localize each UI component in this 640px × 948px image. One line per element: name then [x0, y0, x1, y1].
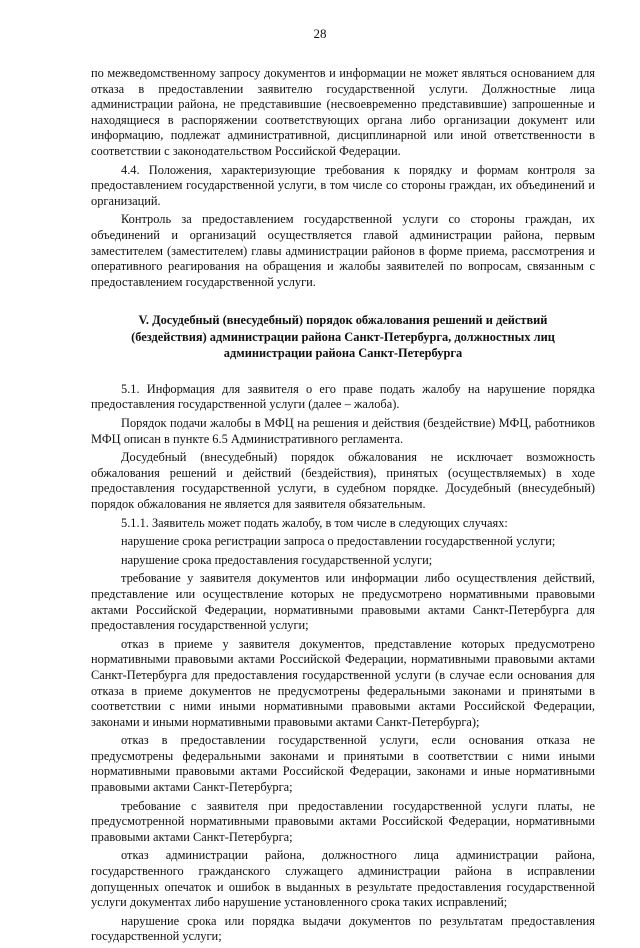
- paragraph: нарушение срока предоставления государственной услуги;: [121, 552, 433, 567]
- page-number: 28: [313, 26, 327, 41]
- paragraphs-before-heading: [91, 66, 595, 290]
- paragraph: 5.1. Информация для заявителя о его праве подать жалобу на нарушение порядка предоставления государственной услуги (далее – жалоба).: [91, 381, 595, 412]
- paragraphs-after-heading: [91, 382, 595, 945]
- page-content: [91, 66, 595, 948]
- paragraph: отказ в предоставлении государственной услуги, если основания отказа не предусмотрены федеральными законами и принятыми в соответствии с ними иными нормативными правовыми актами Российской Федерации, законами и иные нормативными правовыми актами Санкт-Петербурга;: [91, 733, 595, 795]
- paragraph: нарушение срока регистрации запроса о предоставлении государственной услуги;: [121, 534, 556, 549]
- paragraph: отказ в приеме у заявителя документов, представление которых предусмотрено нормативными правовыми актами Российской Федерации, нормативными правовыми актами Санкт-Петербурга для предоставления государственной услуги (в случае если основания для отказа в приеме документов не предусмотрены федеральными законами и принятыми в соответствии с ними иными нормативными правовыми актами Российской Федерации, законами и иными нормативными правовыми актами Санкт-Петербурга);: [91, 636, 595, 729]
- paragraph: по межведомственному запросу документов и информации не может являться основанием для отказа в предоставлении заявителю государственной услуги. Должностные лица администрации района, не представившие (несвоевременно представившие) запрошенные и находящиеся в распоряжении соответствующих органа либо организации документ или информацию, подлежат административной, дисциплинарной или иной ответственности в соответствии с законодательством Российской Федерации.: [91, 66, 595, 158]
- paragraph: 4.4. Положения, характеризующие требования к порядку и формам контроля за предоставлением государственной услуги, в том числе со стороны граждан, их объединений и организаций.: [91, 162, 595, 208]
- paragraph: отказ администрации района, должностного лица администрации района, государственного гражданского служащего администрации района в исправлении допущенных опечаток и ошибок в выданных в результате предоставления государственной услуги документах либо нарушение установленного срока таких исправлений;: [91, 848, 595, 910]
- paragraph: нарушение срока или порядка выдачи документов по результатам предоставления государственной услуги;: [91, 913, 595, 944]
- paragraph: Контроль за предоставлением государственной услуги со стороны граждан, их объединений и организаций осуществляется главой администрации района, первым заместителем (заместителем) главы администрации районов в форме приема, рассмотрения и оперативного реагирования на обращения и жалобы заявителей по вопросам, связанным с предоставлением государственной услуги.: [91, 212, 595, 289]
- paragraph: Досудебный (внесудебный) порядок обжалования не исключает возможность обжалования решений и действий (бездействия), принятых (осуществляемых) в ходе предоставления государственной услуги, в судебном порядке. Досудебный (внесудебный) порядок обжалования не является для заявителя обязательным.: [91, 450, 595, 511]
- paragraph: 5.1.1. Заявитель может подать жалобу, в том числе в следующих случаях:: [121, 515, 508, 530]
- paragraph: требование с заявителя при предоставлении государственной услуги платы, не предусмотренной нормативными правовыми актами Российской Федерации, нормативными правовыми актами Санкт-Петербурга;: [91, 798, 595, 844]
- paragraph: требование у заявителя документов или информации либо осуществления действий, представление или осуществление которых не предусмотрено нормативными правовыми актами Российской Федерации, нормативными правовыми актами Санкт-Петербурга для предоставления государственной услуги;: [91, 571, 595, 633]
- section-heading: V. Досудебный (внесудебный) порядок обжалования решений и действий (бездействия) администрации района Санкт-Петербурга, должностных лиц администрации района Санкт-Петербурга: [131, 313, 555, 361]
- paragraph: Порядок подачи жалобы в МФЦ на решения и действия (бездействие) МФЦ, работников МФЦ описан в пункте 6.5 Административного регламента.: [91, 416, 595, 446]
